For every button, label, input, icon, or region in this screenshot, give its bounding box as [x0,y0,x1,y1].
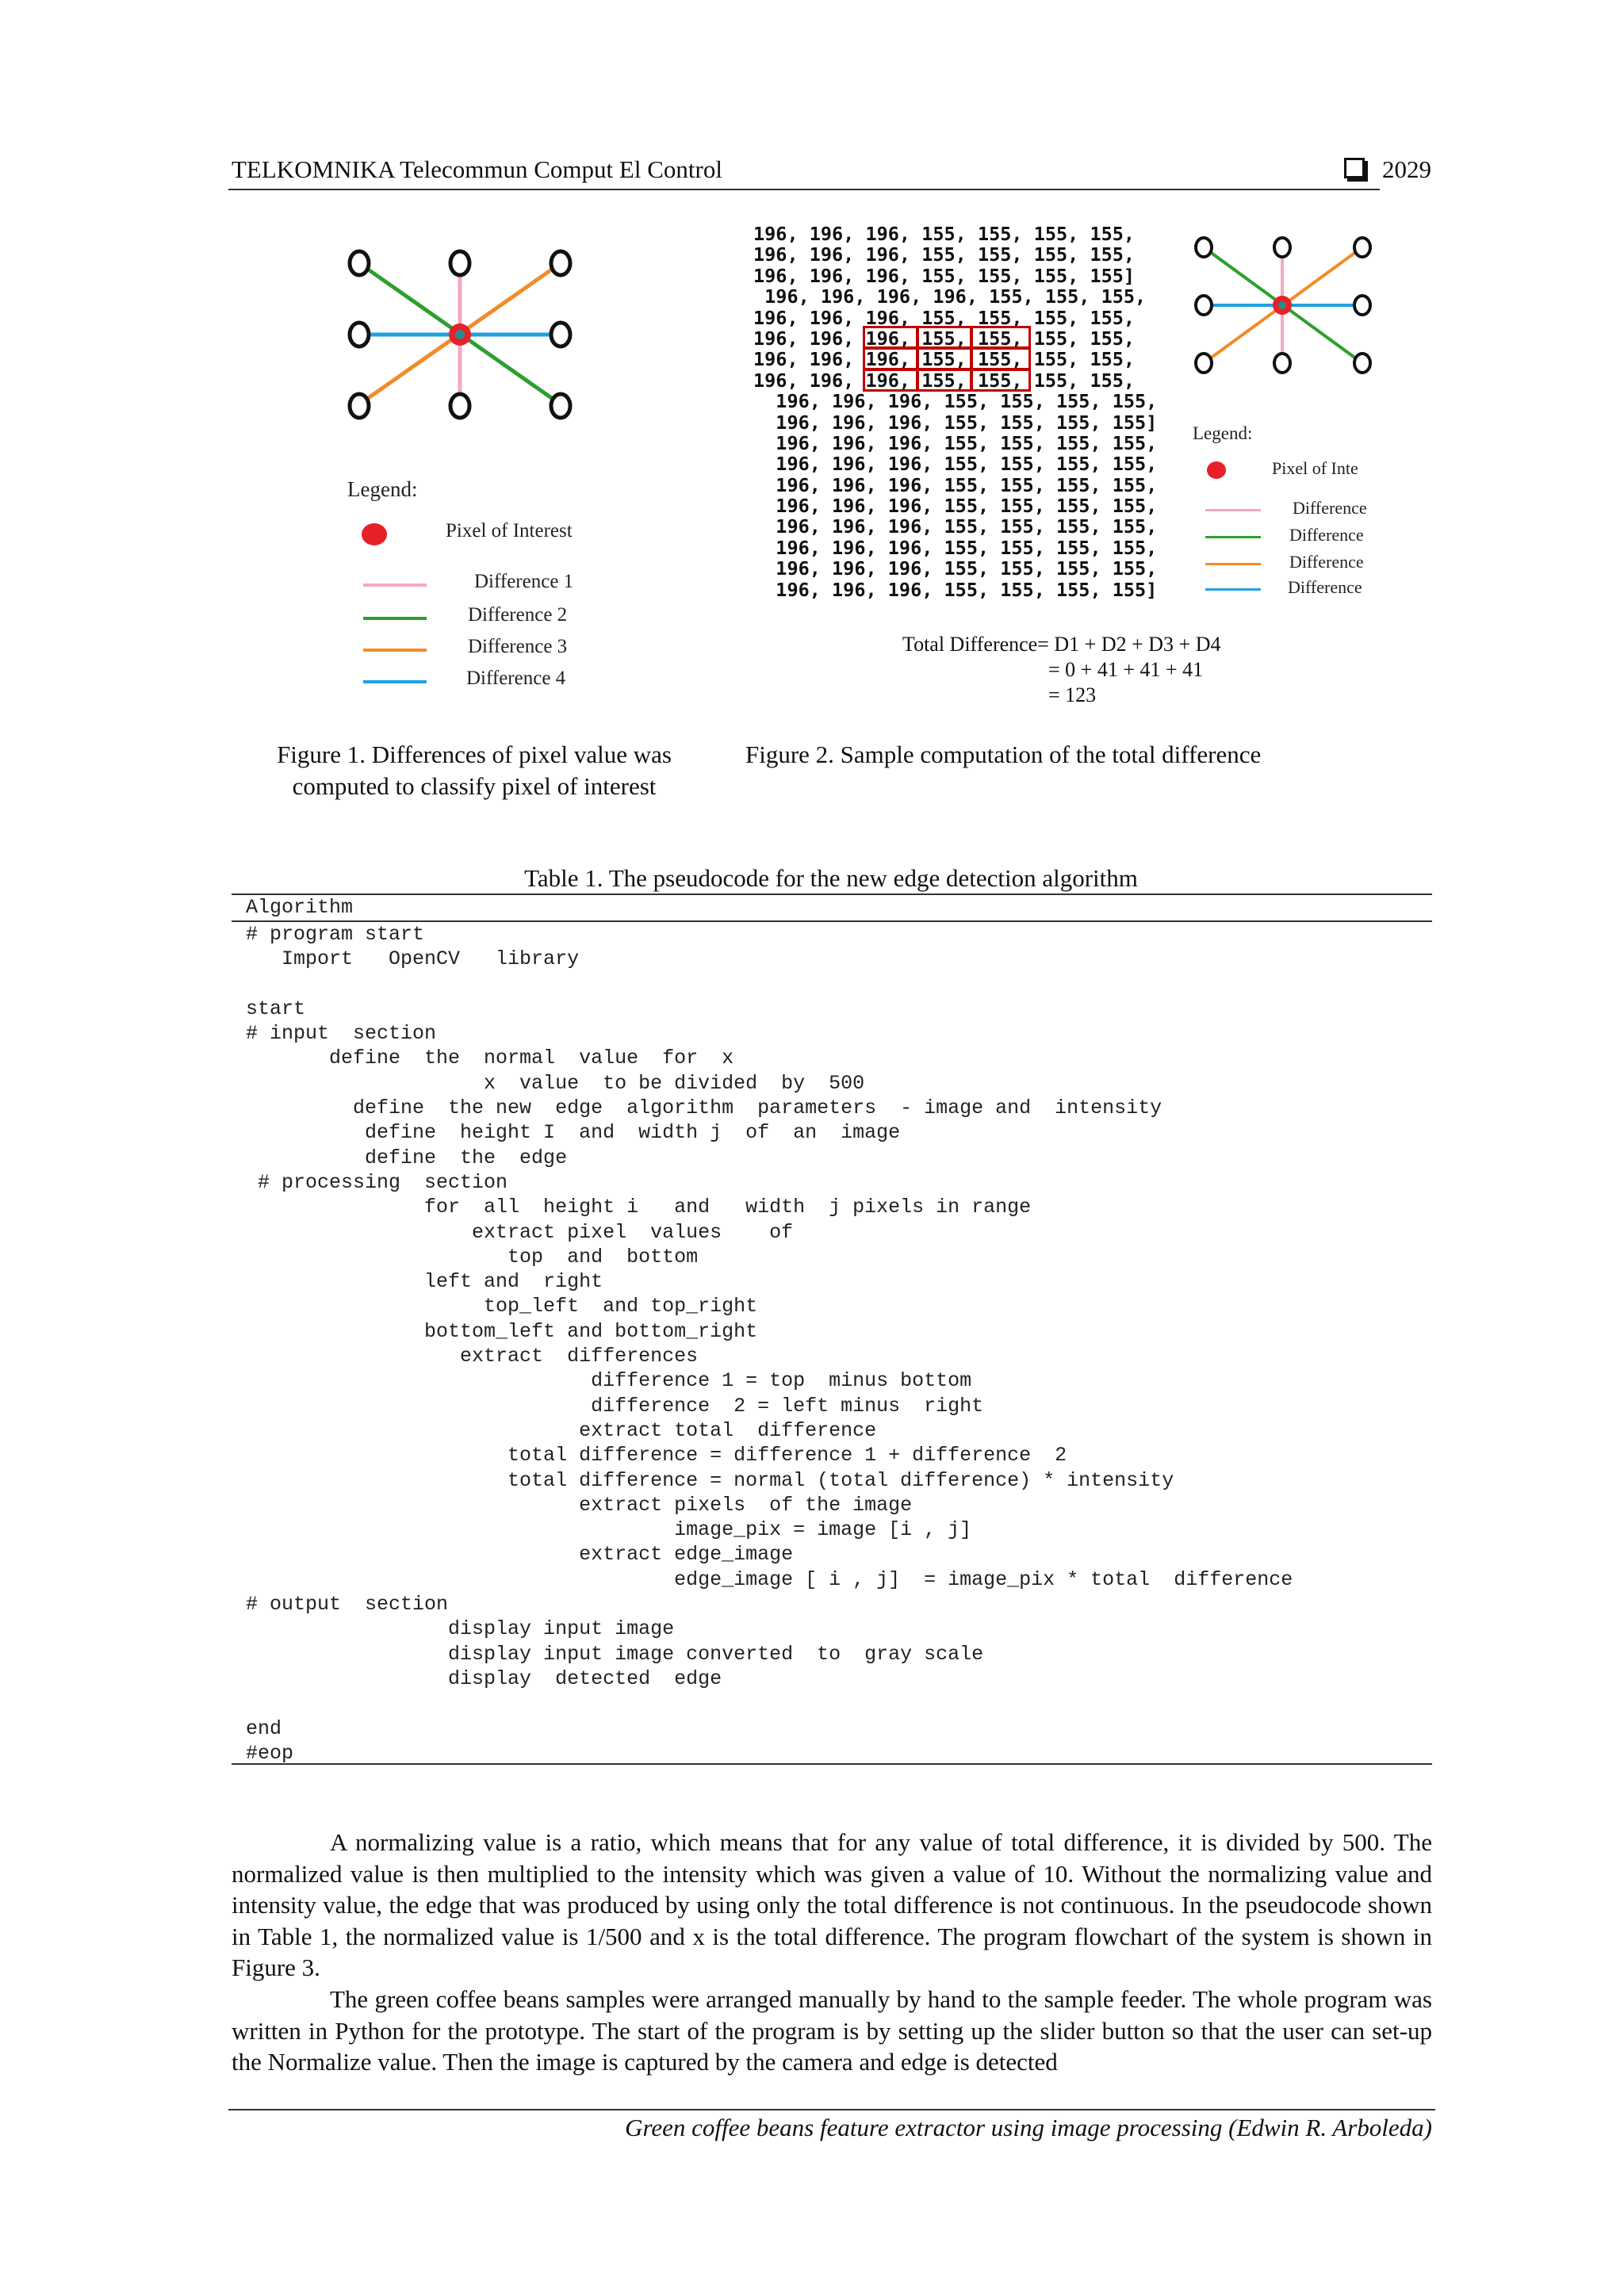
figure2-legend-label: Difference [1293,498,1367,518]
total-difference-formula: Total Difference= D1 + D2 + D3 + D4 [902,633,1221,656]
total-difference-result: = 123 [1048,683,1097,706]
code-line: top_left and top_right [246,1295,758,1318]
highlight-box [917,347,972,370]
running-header-journal: TELKOMNIKA Telecommun Comput El Control [232,155,722,183]
figure2-legend-label: Pixel of Inte [1272,458,1358,478]
code-line: top and bottom [246,1245,699,1269]
matrix-row: 196, 196, 196, 155, 155, 155, 155, [753,453,1158,476]
highlight-box [971,369,1031,392]
neighbor-pixel [450,394,469,418]
code-line: extract pixels of the image [246,1493,913,1517]
code-line: # input section [246,1022,437,1046]
neighbor-pixel [1196,354,1212,373]
pixel-value-matrix [753,224,1157,600]
figure1-legend-label: Difference 3 [468,636,568,657]
neighborhood-diagram-small [1189,232,1381,377]
matrix-row: 196, 196, 196, 155, 155, 155, 155, [753,369,1136,392]
figure2-legend-label: Difference [1289,525,1364,545]
neighbor-pixel [551,323,570,346]
matrix-row: 196, 196, 196, 155, 155, 155, 155, [753,306,1136,329]
figure2-legend-label: Difference [1288,577,1362,597]
matrix-row: 196, 196, 196, 196, 155, 155, 155, [753,285,1147,308]
code-line: # processing section [246,1170,508,1194]
highlight-box [917,326,972,349]
highlight-box [971,326,1031,349]
code-line: difference 2 = left minus right [246,1394,984,1418]
pixel-of-interest-center [1278,301,1286,309]
figure1-legend-title: Legend: [347,477,418,501]
code-line: difference 1 = top minus bottom [246,1369,972,1393]
neighborhood-diagram [333,238,587,444]
code-line: total difference = normal (total difference) * intensity [246,1468,1174,1492]
matrix-row: 196, 196, 196, 155, 155, 155, 155] [753,411,1158,434]
figure2-legend [1193,423,1391,606]
figure1-legend [347,477,665,707]
code-line: define the edge [246,1146,568,1169]
running-footer: Green coffee beans feature extractor using image processing (Edwin R. Arboleda) [625,2114,1432,2141]
code-line: display input image [246,1617,675,1641]
matrix-row: 196, 196, 196, 155, 155, 155, 155, [753,473,1158,496]
figure1-diagram [333,238,587,444]
page-number: 2029 [1382,155,1431,183]
code-line: display input image converted to gray scale [246,1642,984,1666]
table1-header: Algorithm [246,896,354,919]
figure1-caption: Figure 1. Differences of pixel value was computed to classify pixel of interest [277,740,672,800]
code-line: left and right [246,1270,603,1294]
code-line: display detected edge [246,1667,722,1690]
neighbor-pixel [551,394,570,418]
code-line: extract differences [246,1345,699,1368]
legend-line-icon [1205,563,1261,565]
neighbor-pixel [450,251,469,275]
neighbor-pixel [1274,238,1290,257]
neighbor-pixel [1196,296,1212,315]
header-rule [228,189,1380,190]
code-line: extract pixel values of [246,1220,794,1244]
code-line: define height I and width j of an image [246,1121,901,1145]
matrix-row: 196, 196, 196, 155, 155, 155, 155, [753,495,1158,518]
code-line: x value to be divided by 500 [246,1071,865,1095]
matrix-row: 196, 196, 196, 155, 155, 155, 155, [753,536,1158,559]
code-line: image_pix = image [i , j] [246,1518,972,1542]
highlight-box [863,326,918,349]
matrix-row: 196, 196, 196, 155, 155, 155, 155] [753,264,1136,287]
figure1-legend-label: Pixel of Interest [446,520,573,541]
highlight-box [863,369,918,392]
table-top-rule [232,894,1432,895]
pixel-of-interest-center [455,330,465,339]
code-line: start [246,997,306,1020]
code-line: end [246,1716,282,1740]
body-paragraph: A normalizing value is a ratio, which means that for any value of total difference, it is divided by 500. The normalized value is then multiplied to the intensity which was given a value of 10. Without the normalizing value and intensity value, the edge that was produced by using only the total difference is not continuous. In the pseudocode shown in Table 1, the normalized value is 1/500 and x is the total difference. The program flowchart of the system is shown in Figure 3. [232,1828,1432,1982]
neighbor-pixel [1274,354,1290,373]
figure2-diagram [1189,232,1381,377]
code-line: define the normal value for x [246,1047,734,1070]
code-line [246,972,1293,997]
figure2-legend-title: Legend: [1193,423,1253,443]
neighbor-pixel [551,251,570,275]
matrix-row: 196, 196, 196, 155, 155, 155, 155, [753,327,1136,350]
matrix-row: 196, 196, 196, 155, 155, 155, 155, [753,243,1136,266]
code-line: bottom_left and bottom_right [246,1319,758,1343]
total-difference-sum: = 0 + 41 + 41 + 41 [1048,658,1204,681]
neighbor-pixel [350,251,369,275]
neighbor-pixel [1354,296,1370,315]
code-line: define the new edge algorithm parameters - image and intensity [246,1096,1162,1120]
figure1-legend-label: Difference 4 [466,668,566,689]
matrix-row: 196, 196, 196, 155, 155, 155, 155] [753,578,1158,601]
code-line: for all height i and width j pixels in range [246,1196,1032,1219]
body-text [232,1827,1432,2078]
legend-line-icon [363,617,427,620]
code-line: total difference = difference 1 + difference 2 [246,1444,1067,1468]
figure2-caption: Figure 2. Sample computation of the total difference [745,740,1262,768]
figure2-legend-label: Difference [1289,552,1364,572]
table-bottom-rule [232,1763,1432,1765]
code-line: extract edge_image [246,1543,794,1567]
matrix-row: 196, 196, 196, 155, 155, 155, 155, [753,431,1158,454]
matrix-row: 196, 196, 196, 155, 155, 155, 155, [753,390,1158,413]
code-line: extract total difference [246,1418,877,1442]
legend-line-icon [363,649,427,652]
code-line: edge_image [ i , j] = image_pix * total difference [246,1567,1293,1591]
body-paragraph: The green coffee beans samples were arranged manually by hand to the sample feeder. The whole program was written in Python for the prototype. The start of the program is by setting up the slider button so that the user can set-up the Normalize value. Then the image is captured by the camera and edge is detected [232,1984,1432,2076]
legend-line-icon [1205,509,1261,511]
highlight-box [917,369,972,392]
legend-line-icon [1205,588,1261,591]
matrix-row: 196, 196, 196, 155, 155, 155, 155, [753,348,1136,371]
highlight-box [971,347,1031,370]
legend-pixel-dot-icon [362,523,387,545]
legend-line-icon [363,584,427,587]
matrix-row: 196, 196, 196, 155, 155, 155, 155, [753,557,1158,580]
running-header-page-number [1344,155,1431,184]
legend-line-icon [1205,536,1261,538]
pseudocode-block [246,922,1293,1766]
figure1-legend-label: Difference 2 [468,604,568,626]
neighbor-pixel [350,323,369,346]
code-line: #eop [246,1741,294,1765]
neighbor-pixel [350,394,369,418]
highlight-box [863,347,918,370]
footer-rule [228,2109,1435,2110]
square-bullet-icon [1344,158,1365,178]
legend-line-icon [363,680,427,683]
matrix-row: 196, 196, 196, 155, 155, 155, 155, [753,515,1158,538]
legend-pixel-dot-icon [1207,461,1226,479]
neighbor-pixel [1354,238,1370,257]
table1-caption: Table 1. The pseudocode for the new edge detection algorithm [524,864,1138,892]
neighbor-pixel [1354,354,1370,373]
neighbor-pixel [1196,238,1212,257]
code-line [246,1691,1293,1716]
code-line: Import OpenCV library [246,947,580,971]
code-line: # program start [246,923,425,946]
figure1-legend-label: Difference 1 [474,571,574,592]
code-line: # output section [246,1593,449,1617]
matrix-row: 196, 196, 196, 155, 155, 155, 155, [753,223,1136,245]
